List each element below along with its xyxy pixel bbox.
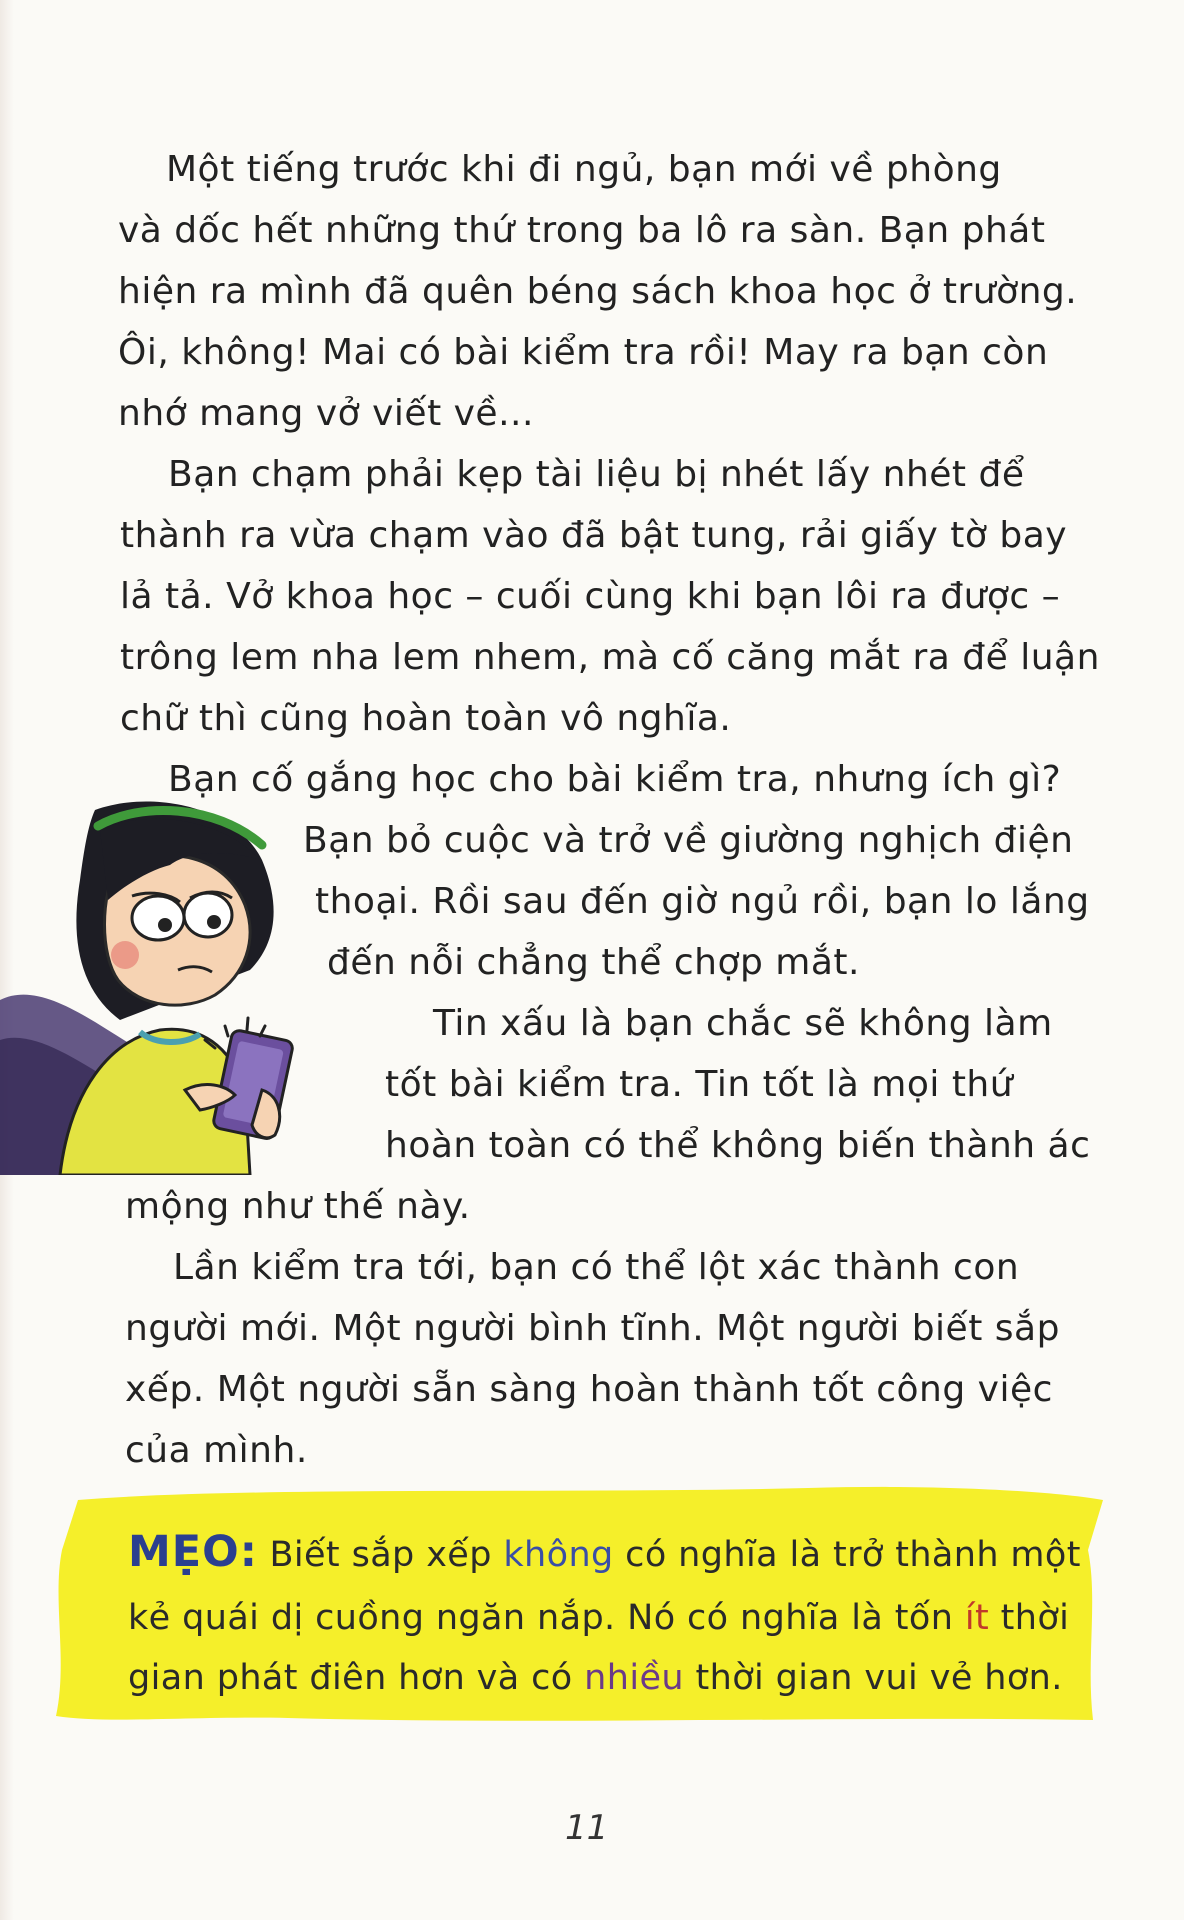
- girl-with-phone-illustration: [0, 790, 350, 1175]
- tip-line: [128, 1656, 1063, 1700]
- text-line: người mới. Một người bình tĩnh. Một người biết sắp: [125, 1308, 1060, 1349]
- text-line: chữ thì cũng hoàn toàn vô nghĩa.: [120, 698, 732, 739]
- text-line: hoàn toàn có thể không biến thành ác: [385, 1125, 1091, 1166]
- tip-emphasis: không: [503, 1535, 614, 1575]
- text-line: Bạn chạm phải kẹp tài liệu bị nhét lấy nhét để: [168, 454, 1025, 495]
- page-number: 11: [565, 1808, 609, 1848]
- tip-emphasis: nhiều: [584, 1658, 684, 1698]
- tip-line: [128, 1596, 1069, 1640]
- tip-text: thời: [989, 1598, 1070, 1638]
- text-line: Một tiếng trước khi đi ngủ, bạn mới về phòng: [166, 149, 1002, 190]
- text-line: trông lem nha lem nhem, mà cố căng mắt ra để luận: [120, 637, 1100, 678]
- text-line: hiện ra mình đã quên béng sách khoa học ở trường.: [118, 271, 1078, 312]
- text-line: đến nỗi chẳng thể chợp mắt.: [327, 942, 860, 983]
- text-line: Lần kiểm tra tới, bạn có thể lột xác thành con: [173, 1247, 1020, 1288]
- text-line: Ôi, không! Mai có bài kiểm tra rồi! May ra bạn còn: [118, 332, 1049, 373]
- text-line: và dốc hết những thứ trong ba lô ra sàn. Bạn phát: [118, 210, 1046, 251]
- text-line: lả tả. Vở khoa học – cuối cùng khi bạn lôi ra được –: [120, 576, 1061, 617]
- tip-line: [128, 1527, 1081, 1577]
- tip-label: MẸO:: [128, 1527, 258, 1577]
- text-line: mộng như thế này.: [125, 1186, 471, 1227]
- tip-text: gian phát điên hơn và có: [128, 1658, 585, 1698]
- text-line: Bạn bỏ cuộc và trở về giường nghịch điện: [303, 820, 1074, 861]
- text-line: Tin xấu là bạn chắc sẽ không làm: [433, 1003, 1053, 1044]
- text-line: thoại. Rồi sau đến giờ ngủ rồi, bạn lo lắng: [315, 881, 1090, 922]
- tip-text: kẻ quái dị cuồng ngăn nắp. Nó có nghĩa là tốn: [128, 1598, 965, 1638]
- tip-emphasis: ít: [964, 1598, 990, 1638]
- tip-text: thời gian vui vẻ hơn.: [683, 1658, 1063, 1698]
- text-line: xếp. Một người sẵn sàng hoàn thành tốt công việc: [125, 1369, 1053, 1410]
- text-line: Bạn cố gắng học cho bài kiểm tra, nhưng ích gì?: [168, 759, 1062, 800]
- text-line: nhớ mang vở viết về...: [118, 393, 534, 434]
- tip-text: Biết sắp xếp: [257, 1535, 504, 1575]
- tip-text: có nghĩa là trở thành một: [613, 1535, 1081, 1575]
- text-line: thành ra vừa chạm vào đã bật tung, rải giấy tờ bay: [120, 515, 1068, 556]
- text-line: tốt bài kiểm tra. Tin tốt là mọi thứ: [385, 1064, 1014, 1105]
- text-line: của mình.: [125, 1430, 308, 1471]
